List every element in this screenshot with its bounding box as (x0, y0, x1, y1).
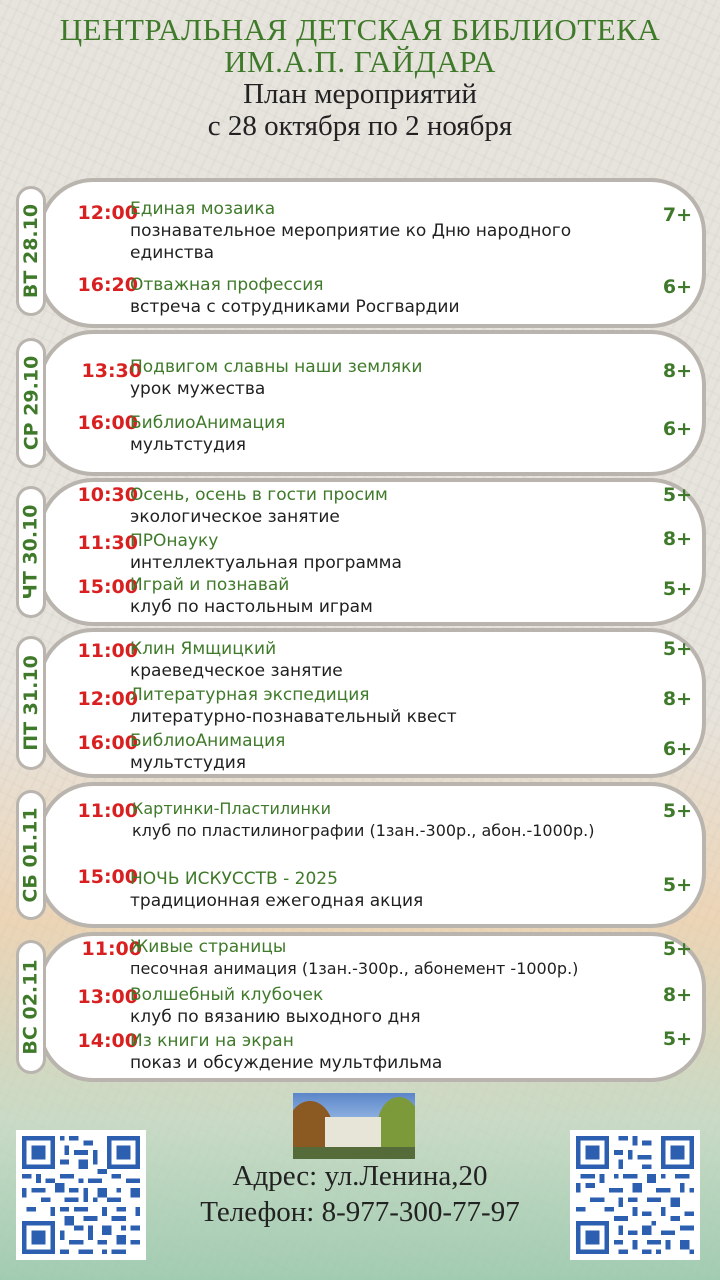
event-text (130, 638, 650, 682)
event-title: Картинки-Пластилинки (132, 799, 332, 818)
event-description: экологическое занятие (130, 507, 340, 527)
event-time: 14:00 (77, 1030, 138, 1052)
day-label: ЧТ 30.10 (20, 504, 42, 600)
event-age: 7+ (662, 204, 692, 226)
event-title: БиблиоАнимация (130, 731, 286, 751)
header (0, 14, 720, 142)
day-label: ВС 02.11 (20, 959, 43, 1055)
day-block-thu (16, 478, 706, 626)
event-text (130, 868, 650, 912)
day-block-sat (16, 782, 706, 928)
event-age: 8+ (662, 528, 692, 550)
event-time: 11:00 (81, 938, 142, 960)
day-tab (16, 636, 46, 770)
event-time: 16:20 (77, 274, 138, 296)
event-time: 12:00 (77, 202, 138, 224)
event-time: 15:00 (77, 866, 138, 888)
event-title: Играй и познавай (130, 575, 290, 595)
event-description: встреча с сотрудниками Росгвардии (130, 297, 460, 317)
day-tab (16, 790, 46, 920)
event-time: 13:00 (77, 986, 138, 1008)
event-text (130, 198, 650, 264)
event-age: 5+ (662, 1028, 692, 1050)
photo-building (325, 1117, 381, 1147)
event-description: мультстудия (130, 435, 247, 455)
event-title: Единая мозаика (130, 199, 276, 219)
library-name: ЦЕНТРАЛЬНАЯ ДЕТСКАЯ БИБЛИОТЕКА (59, 12, 661, 47)
event-text (130, 984, 650, 1028)
event-description: урок мужества (130, 379, 266, 399)
event-title: Волшебный клубочек (130, 985, 324, 1005)
event-time: 16:00 (77, 732, 138, 754)
event-time: 15:00 (77, 576, 138, 598)
plan-title: План мероприятий (243, 78, 477, 110)
event-time: 16:00 (77, 412, 138, 434)
day-tab (16, 486, 46, 618)
event-title: Отважная профессия (130, 275, 324, 295)
event-description: познавательное мероприятие ко Дню народного единства (130, 221, 572, 263)
event-age: 5+ (662, 800, 692, 822)
day-label: ПТ 31.10 (20, 655, 43, 751)
library-name-line2: ИМ.А.П. ГАЙДАРА (224, 44, 496, 79)
event-description: клуб по вязанию выходного дня (130, 1007, 421, 1027)
event-text (130, 484, 650, 528)
event-title: Подвигом славны наши земляки (130, 357, 423, 377)
event-title: Живые страницы (130, 937, 287, 957)
day-block-sun (16, 932, 706, 1082)
event-title: ПРОнауку (130, 531, 219, 551)
event-age: 6+ (662, 418, 692, 440)
photo-ground (293, 1147, 415, 1159)
qr-code-right[interactable] (570, 1130, 700, 1260)
event-description: традиционная ежегодная акция (130, 891, 424, 911)
library-photo (293, 1093, 415, 1159)
event-title: Из книги на экран (130, 1031, 294, 1051)
event-age: 5+ (662, 484, 692, 506)
qr-code-icon (22, 1136, 140, 1254)
event-title: Литературная экспедиция (130, 685, 370, 705)
event-title: НОЧЬ ИСКУССТВ - 2025 (130, 869, 338, 889)
event-age: 5+ (662, 638, 692, 660)
event-text (130, 730, 650, 774)
event-text (130, 936, 670, 980)
event-time: 11:00 (77, 800, 138, 822)
event-age: 8+ (662, 984, 692, 1006)
event-text (130, 530, 650, 574)
event-description: показ и обсуждение мультфильма (130, 1053, 443, 1073)
event-text (132, 798, 672, 842)
day-label: СР 29.10 (20, 355, 42, 451)
event-age: 8+ (662, 360, 692, 382)
day-tab (16, 186, 46, 316)
event-time: 11:30 (77, 532, 138, 554)
event-age: 5+ (662, 938, 692, 960)
day-label: СБ 01.11 (20, 807, 43, 903)
event-text (130, 274, 650, 318)
event-time: 10:30 (77, 484, 138, 506)
qr-code-icon (576, 1136, 694, 1254)
event-title: БиблиоАнимация (130, 413, 286, 433)
phone[interactable]: Телефон: 8-977-300-77-97 (200, 1196, 520, 1228)
event-title: Осень, осень в гости просим (130, 485, 388, 505)
event-text (130, 356, 650, 400)
event-description: клуб по настольным играм (130, 597, 373, 617)
event-title: Клин Ямщицкий (130, 639, 277, 659)
event-time: 12:00 (77, 688, 138, 710)
event-age: 6+ (662, 738, 692, 760)
event-age: 8+ (662, 688, 692, 710)
event-description: краеведческое занятие (130, 661, 343, 681)
event-time: 11:00 (77, 640, 138, 662)
address: Адрес: ул.Ленина,20 (232, 1160, 488, 1192)
event-time: 13:30 (81, 360, 142, 382)
day-tab (16, 940, 46, 1074)
event-description: клуб по пластилинографии (1зан.-300р., абон.-1000р.) (132, 821, 595, 840)
event-text (130, 412, 650, 456)
event-description: литературно-познавательный квест (130, 707, 457, 727)
event-text (130, 1030, 650, 1074)
event-text (130, 574, 650, 618)
event-age: 5+ (662, 874, 692, 896)
day-block-tue (16, 178, 706, 328)
event-text (130, 684, 650, 728)
qr-code-left[interactable] (16, 1130, 146, 1260)
event-description: мультстудия (130, 753, 247, 773)
day-block-wed (16, 330, 706, 476)
event-age: 5+ (662, 578, 692, 600)
plan-dates: с 28 октября по 2 ноября (207, 110, 513, 142)
event-description: интеллектуальная программа (130, 553, 402, 573)
event-description: песочная анимация (1зан.-300р., абонемент -1000р.) (130, 959, 579, 978)
event-age: 6+ (662, 276, 692, 298)
day-block-fri (16, 628, 706, 778)
day-label: ВТ 28.10 (20, 203, 42, 299)
day-tab (16, 338, 46, 468)
